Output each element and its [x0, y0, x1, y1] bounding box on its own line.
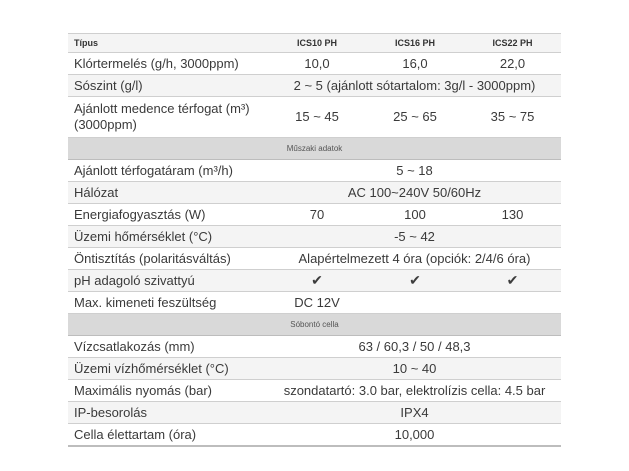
row-value: 10 ~ 40 [268, 358, 561, 380]
model-header: ICS16 PH [366, 34, 464, 53]
checkmark-icon: ✔ [506, 272, 519, 288]
table-row [68, 204, 561, 226]
row-label: Hálózat [68, 182, 268, 204]
row-label: Sószint (g/l) [68, 75, 268, 97]
table-row [68, 424, 561, 447]
table-row [68, 160, 561, 182]
section-title: Sóbontó cella [68, 314, 561, 336]
checkmark-icon: ✔ [409, 272, 421, 288]
row-value: 16,0 [366, 53, 464, 75]
row-label: Öntisztítás (polaritásváltás) [68, 248, 268, 270]
row-label: Ajánlott térfogatáram (m³/h) [68, 160, 268, 182]
table-row [68, 380, 561, 402]
row-label: Üzemi hőmérséklet (°C) [68, 226, 268, 248]
table-row [68, 402, 561, 424]
row-value: 130 [464, 204, 561, 226]
row-value: IPX4 [268, 402, 561, 424]
table-row [68, 248, 561, 270]
table-row [68, 226, 561, 248]
table-header-row [68, 34, 561, 53]
row-label: Üzemi vízhőmérséklet (°C) [68, 358, 268, 380]
table-row [68, 358, 561, 380]
row-value: 25 ~ 65 [366, 97, 464, 138]
section-header-tech [68, 138, 561, 160]
model-header: ICS22 PH [464, 34, 561, 53]
section-title: Műszaki adatok [68, 138, 561, 160]
row-label: Max. kimeneti feszültség [68, 292, 268, 314]
section-header-cell [68, 314, 561, 336]
row-label: Energiafogyasztás (W) [68, 204, 268, 226]
row-value: 100 [366, 204, 464, 226]
table-row [68, 270, 561, 292]
row-label: Maximális nyomás (bar) [68, 380, 268, 402]
row-label: Klórtermelés (g/h, 3000ppm) [68, 53, 268, 75]
table-row [68, 75, 561, 97]
table-row [68, 182, 561, 204]
table-row [68, 292, 561, 314]
row-value: 15 ~ 45 [268, 97, 366, 138]
row-value: 5 ~ 18 [268, 160, 561, 182]
row-value: -5 ~ 42 [268, 226, 561, 248]
row-value: szondatartó: 3.0 bar, elektrolízis cella: 4.5 bar [268, 380, 561, 402]
row-value: DC 12V [268, 292, 366, 314]
row-value: 10,0 [268, 53, 366, 75]
row-value: AC 100~240V 50/60Hz [268, 182, 561, 204]
row-value: 2 ~ 5 (ajánlott sótartalom: 3g/l - 3000ppm) [268, 75, 561, 97]
row-value: 35 ~ 75 [464, 97, 561, 138]
table-row [68, 53, 561, 75]
model-header: ICS10 PH [268, 34, 366, 53]
row-value: 63 / 60,3 / 50 / 48,3 [268, 336, 561, 358]
spec-table [68, 33, 561, 447]
type-header: Típus [68, 34, 268, 53]
row-label: Cella élettartam (óra) [68, 424, 268, 447]
checkmark-icon: ✔ [311, 272, 323, 288]
table-row [68, 336, 561, 358]
row-value: 10,000 [268, 424, 561, 447]
row-label: Ajánlott medence térfogat (m³) (3000ppm) [68, 97, 268, 138]
row-label: IP-besorolás [68, 402, 268, 424]
table-row [68, 97, 561, 138]
row-label: Vízcsatlakozás (mm) [68, 336, 268, 358]
row-value: 70 [268, 204, 366, 226]
row-value: 22,0 [464, 53, 561, 75]
row-label: pH adagoló szivattyú [68, 270, 268, 292]
row-value: Alapértelmezett 4 óra (opciók: 2/4/6 óra) [268, 248, 561, 270]
